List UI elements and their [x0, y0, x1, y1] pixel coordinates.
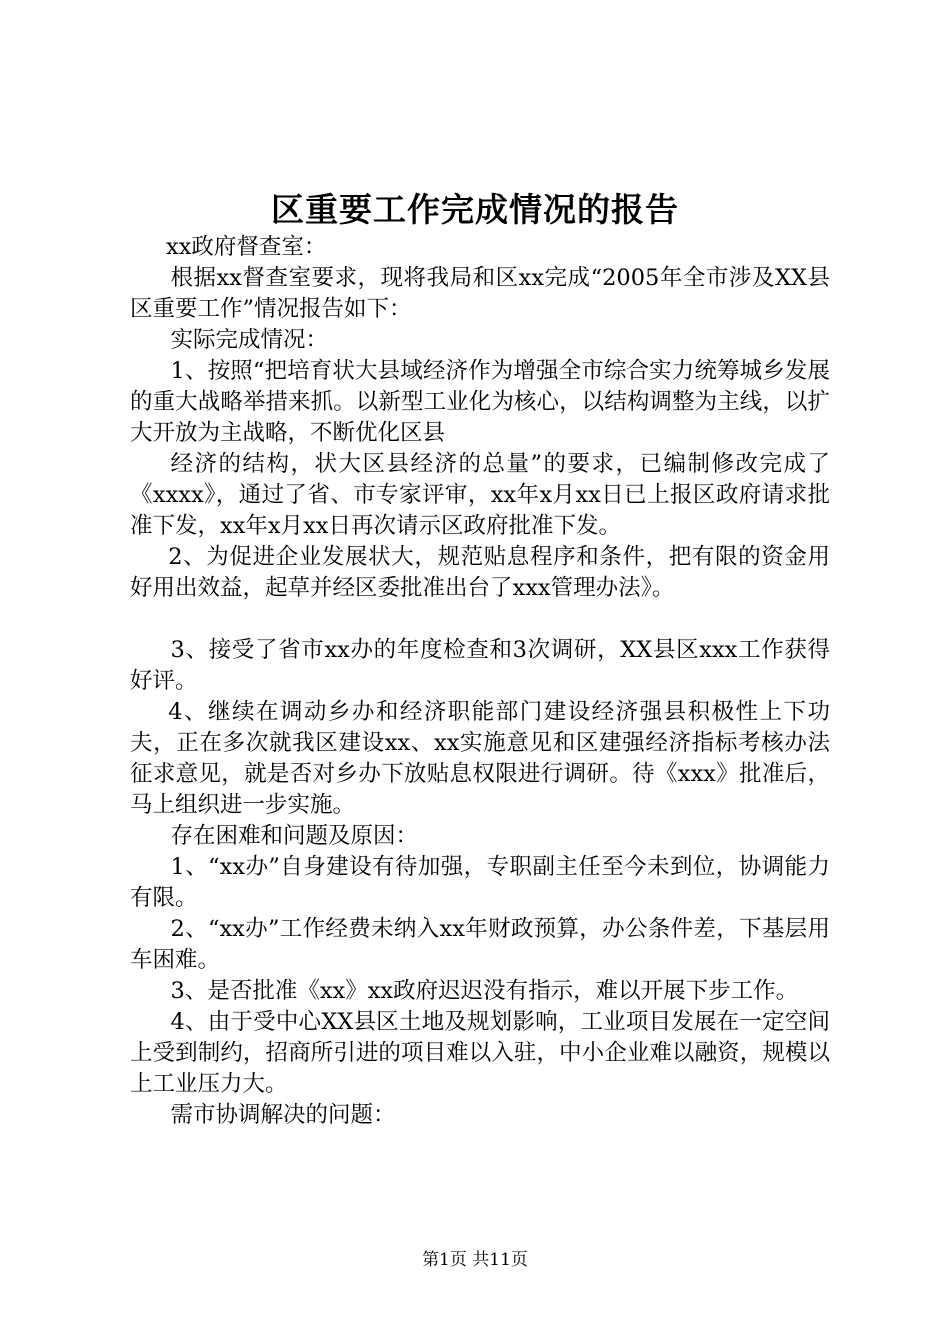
paragraph-item-1: 1、按照“把培育状大县域经济作为增强全市综合实力统筹城乡发展的重大战略举措来抓。以新型工业化为核心，以结构调整为主线，以扩大开放为主战略，不断优化区县: [130, 358, 830, 446]
difficulty-item-4: 4、由于受中心XX县区土地及规划影响，工业项目发展在一定空间上受到制约，招商所引进的项目难以入驻，中小企业难以融资，规模以上工业压力大。: [130, 1009, 830, 1097]
document-body: [130, 232, 830, 1131]
difficulty-item-3: 3、是否批准《xx》xx政府迟迟没有指示，难以开展下步工作。: [170, 978, 799, 1004]
paragraph-item-3: 3、接受了省市xx办的年度检查和3次调研，XX县区xxx工作获得好评。: [130, 637, 830, 694]
difficulty-item-1: 1、“xx办”自身建设有待加强，专职副主任至今未到位，协调能力有限。: [130, 854, 830, 911]
difficulty-item-2: 2、“xx办”工作经费未纳入xx年财政预算，办公条件差，下基层用车困难。: [130, 916, 830, 973]
section-heading-difficulties: 存在困难和问题及原因：: [170, 823, 419, 849]
section-heading-actual-completion: 实际完成情况：: [170, 327, 329, 353]
section-heading-coordination-issues: 需市协调解决的问题：: [170, 1102, 396, 1128]
paragraph-spacer: [130, 604, 830, 635]
salutation: xx政府督查室：: [166, 234, 327, 260]
paragraph-item-4: 4、继续在调动乡办和经济职能部门建设经济强县积极性上下功夫，正在多次就我区建设xx、xx实施意见和区建强经济指标考核办法征求意见，就是否对乡办下放贴息权限进行调研。待《xxx》批准后，马上组织进一步实施。: [130, 699, 830, 818]
document-title: 区重要工作完成情况的报告: [271, 190, 679, 229]
intro-paragraph: 根据xx督查室要求，现将我局和区xx完成“2005年全市涉及XX县区重要工作”情况报告如下：: [130, 265, 830, 322]
paragraph-item-1-continued: 经济的结构，状大区县经济的总量”的要求，已编制修改完成了《xxxx》，通过了省、市专家评审，xx年x月xx日已上报区政府请求批准下发，xx年x月xx日再次请示区政府批准下发。: [130, 451, 830, 539]
page-footer: 第1页 共11页: [422, 1250, 528, 1270]
paragraph-item-2: 2、为促进企业发展状大，规范贴息程序和条件，把有限的资金用好用出效益，起草并经区委批准出台了xxx管理办法》。: [130, 544, 830, 601]
